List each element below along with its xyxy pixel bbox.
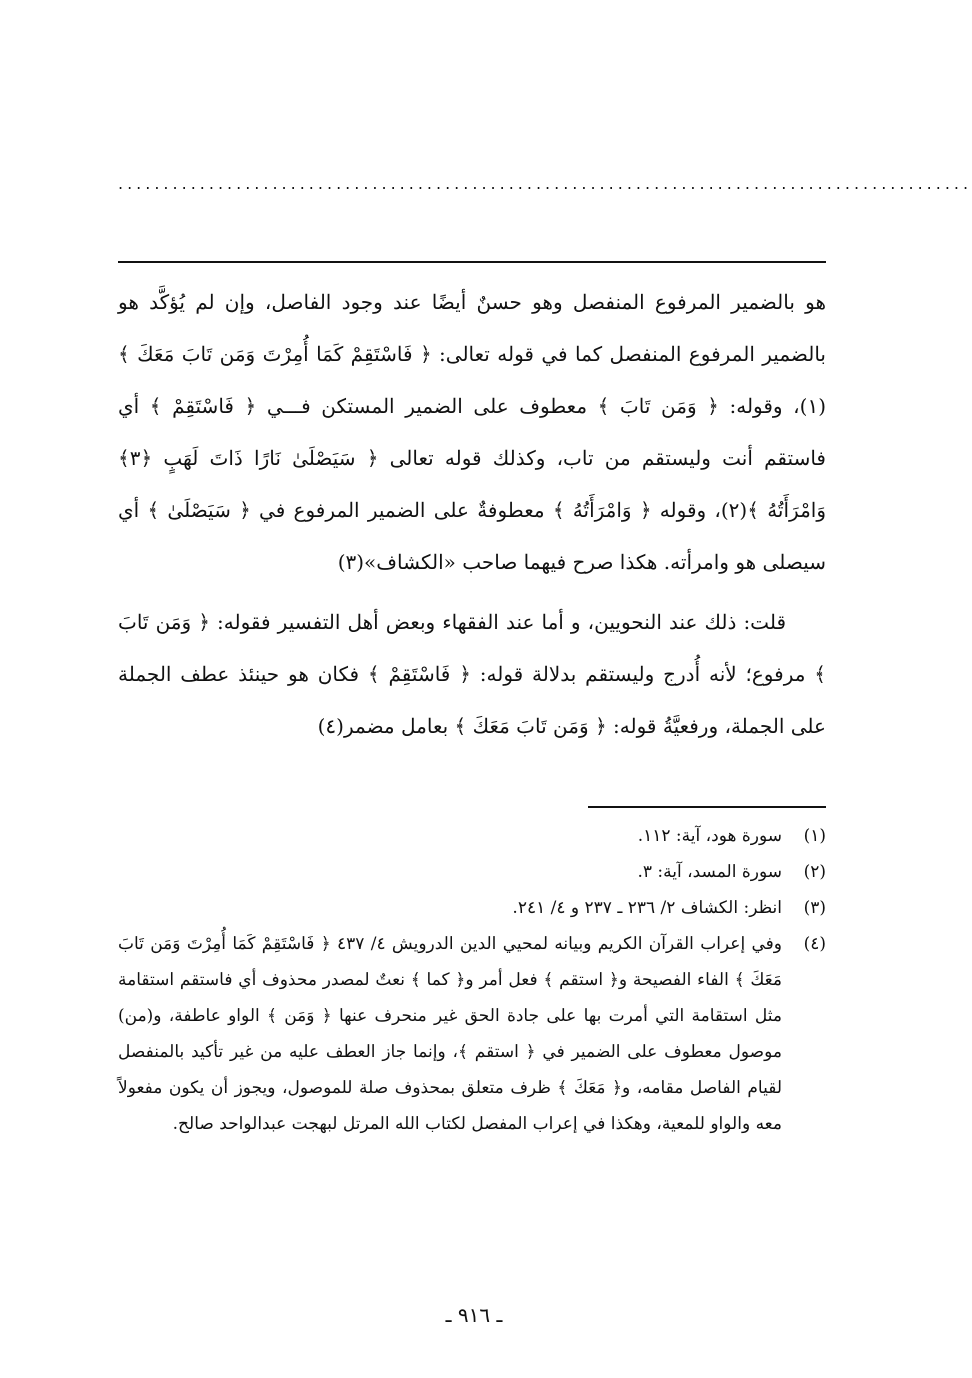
footnote-text: سورة هود، آية: ١١٢. bbox=[637, 826, 782, 846]
footnotes bbox=[118, 818, 826, 1142]
main-text bbox=[118, 276, 826, 752]
page-number: ـ ٩١٦ ـ bbox=[445, 1303, 503, 1327]
footnote-number: (٢) bbox=[803, 862, 826, 882]
separator-dots: .............................................................................................. bbox=[118, 174, 972, 193]
footnote bbox=[118, 818, 826, 854]
footnote-number: (١) bbox=[803, 826, 826, 846]
footnote-text: سورة المسد، آية: ٣. bbox=[637, 862, 782, 882]
footnote-text: انظر: الكشاف ٢/ ٢٣٦ ـ ٢٣٧ و ٤/ ٢٤١. bbox=[512, 898, 782, 918]
footnote bbox=[118, 890, 826, 926]
footnote-number: (٤) bbox=[803, 934, 826, 954]
footnote bbox=[118, 854, 826, 890]
paragraph: هو بالضمير المرفوع المنفصل وهو حسنٌ أيضًا عند وجود الفاصل، وإن لم يُؤكَّد هو بالضمير المرفوع المنفصل كما في قوله تعالى: ﴿ فَاسْتَقِمْ كَمَا أُمِرْتَ وَمَن تَابَ مَعَكَ ﴾(١)، وقوله: ﴿ وَمَن تَابَ ﴾ معطوف على الضمير المستكن فـــي ﴿ فَاسْتَقِمْ ﴾ أي فاستقم أنت وليستقم من تاب، وكذلك قوله تعالى ﴿ سَيَصْلَىٰ نَارًا ذَاتَ لَهَبٍ ﴿٣﴾ وَامْرَأَتُهُ ﴾(٢)، وقوله ﴿ وَامْرَأَتُهُ ﴾ معطوفةٌ على الضمير المرفوع في ﴿ سَيَصْلَىٰ ﴾ أي سيصلى هو وامرأته. هكذا صرح فيهما صاحب «الكشاف»(٣) bbox=[118, 290, 827, 574]
footnote bbox=[118, 926, 826, 1142]
footnote-text: وفي إعراب القرآن الكريم وبيانه لمحيي الدين الدرويش ٤/ ٤٣٧ ﴿ فَاسْتَقِمْ كَمَا أُمِرْتَ وَمَن تَابَ مَعَكَ ﴾ الفاء الفصيحة و﴿ استقم ﴾ فعل أمر و﴿ كما ﴾ نعتٌ لمصدر محذوف أي فاستقم استقامة مثل استقامة التي أمرت بها على جادة الحق غير منحرف عنها ﴿ وَمَن ﴾ الواو عاطفة، و(من) موصول معطوف على الضمير في ﴿ استقم ﴾، وإنما جاز العطف عليه من غير تأكيد بالمنفصل لقيام الفاصل مقامه، و﴿ مَعَكَ ﴾ ظرف متعلق بمحذوف صلة للموصول، ويجوز أن يكون مفعولاً معه والواو للمعية، وهكذا في إعراب المفصل لكتاب الله المرتل لبهجت عبدالواحد صالح. bbox=[118, 934, 782, 1134]
footnote-rule bbox=[588, 806, 826, 808]
footnote-number: (٣) bbox=[803, 898, 826, 918]
paragraph: قلت: ذلك عند النحويين، و أما عند الفقهاء وبعض أهل التفسير فقوله: ﴿ وَمَن تَابَ ﴾ مرفوع؛ لأنه أُدرج وليستقم بدلالة قوله: ﴿ فَاسْتَقِمْ ﴾ فكان هو حينئذ عطف الجملة على الجملة، ورفعيَّةُ قوله: ﴿ وَمَن تَابَ مَعَكَ ﴾ بعامل مضمر(٤) bbox=[118, 610, 826, 738]
top-rule bbox=[118, 261, 826, 263]
